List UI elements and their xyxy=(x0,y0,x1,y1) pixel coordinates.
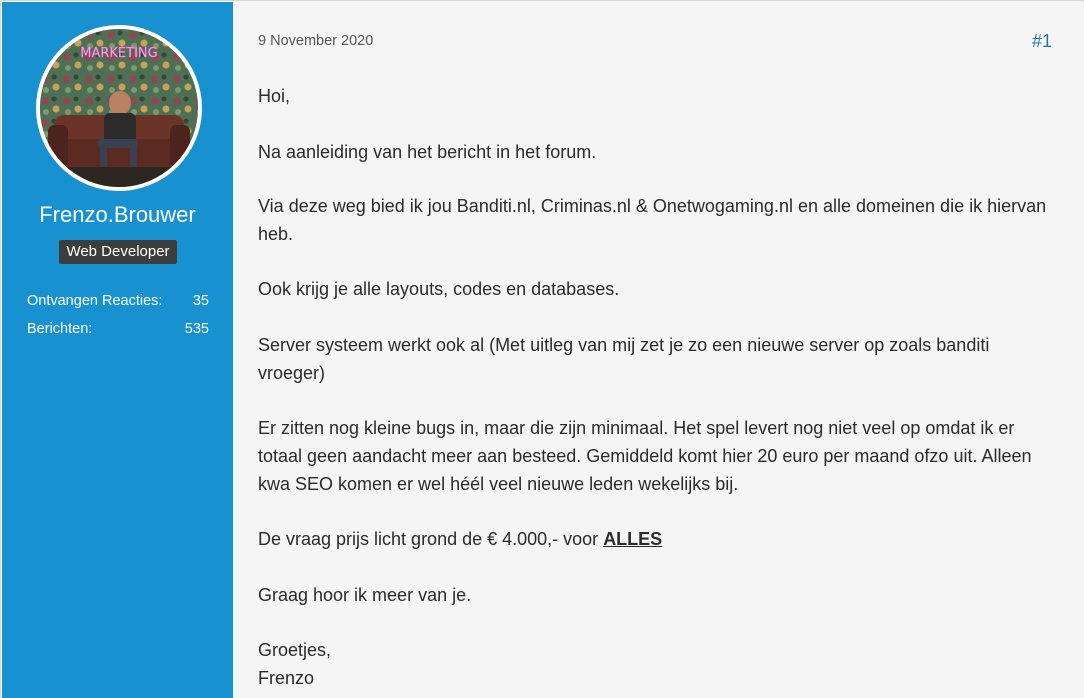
signoff-greeting: Groetjes, xyxy=(258,640,332,660)
author-sidebar xyxy=(2,2,233,698)
avatar-neon-sign: MARKETING xyxy=(80,46,158,61)
avatar-image xyxy=(40,29,198,187)
author-role-badge: Web Developer xyxy=(59,240,177,264)
price-text: De vraag prijs licht grond de € 4.000,- voor xyxy=(258,529,604,549)
post-content xyxy=(233,2,1084,698)
avatar[interactable] xyxy=(36,25,202,191)
paragraph-intro: Na aanleiding van het bericht in het forum. xyxy=(258,142,597,162)
stat-reactions xyxy=(27,291,209,311)
stat-posts xyxy=(27,319,209,339)
stat-posts-value: 535 xyxy=(184,321,209,337)
paragraph-greeting: Hoi, xyxy=(258,86,291,106)
post-date[interactable]: 9 November 2020 xyxy=(258,33,374,49)
stat-reactions-label: Ontvangen Reacties: xyxy=(27,293,163,309)
paragraph-offer: Via deze weg bied ik jou Banditi.nl, Criminas.nl & Onetwogaming.nl en alle domeinen die ik hiervan heb. xyxy=(258,196,1047,244)
paragraph-includes: Ook krijg je alle layouts, codes en databases. xyxy=(258,279,620,299)
author-username[interactable]: Frenzo.Brouwer xyxy=(39,202,196,227)
signoff-name: Frenzo xyxy=(258,668,315,688)
paragraph-price xyxy=(258,525,1058,553)
paragraph-closing: Graag hoor ik meer van je. xyxy=(258,585,472,605)
paragraph-bugs: Er zitten nog kleine bugs in, maar die zijn minimaal. Het spel levert nog niet veel op omdat ik er totaal geen aandacht meer aan besteed. Gemiddeld komt hier 20 euro per maand ofzo uit. Alleen kwa SEO komen er wel héél veel nieuwe leden wekelijks bij. xyxy=(258,418,1032,494)
stat-reactions-value: 35 xyxy=(192,293,209,309)
paragraph-server: Server systeem werkt ook al (Met uitleg van mij zet je zo een nieuwe server op zoals banditi vroeger) xyxy=(258,335,990,383)
post-number-link[interactable]: #1 xyxy=(1031,31,1052,51)
price-emphasis: ALLES xyxy=(603,529,663,549)
stat-posts-label: Berichten: xyxy=(27,321,93,337)
